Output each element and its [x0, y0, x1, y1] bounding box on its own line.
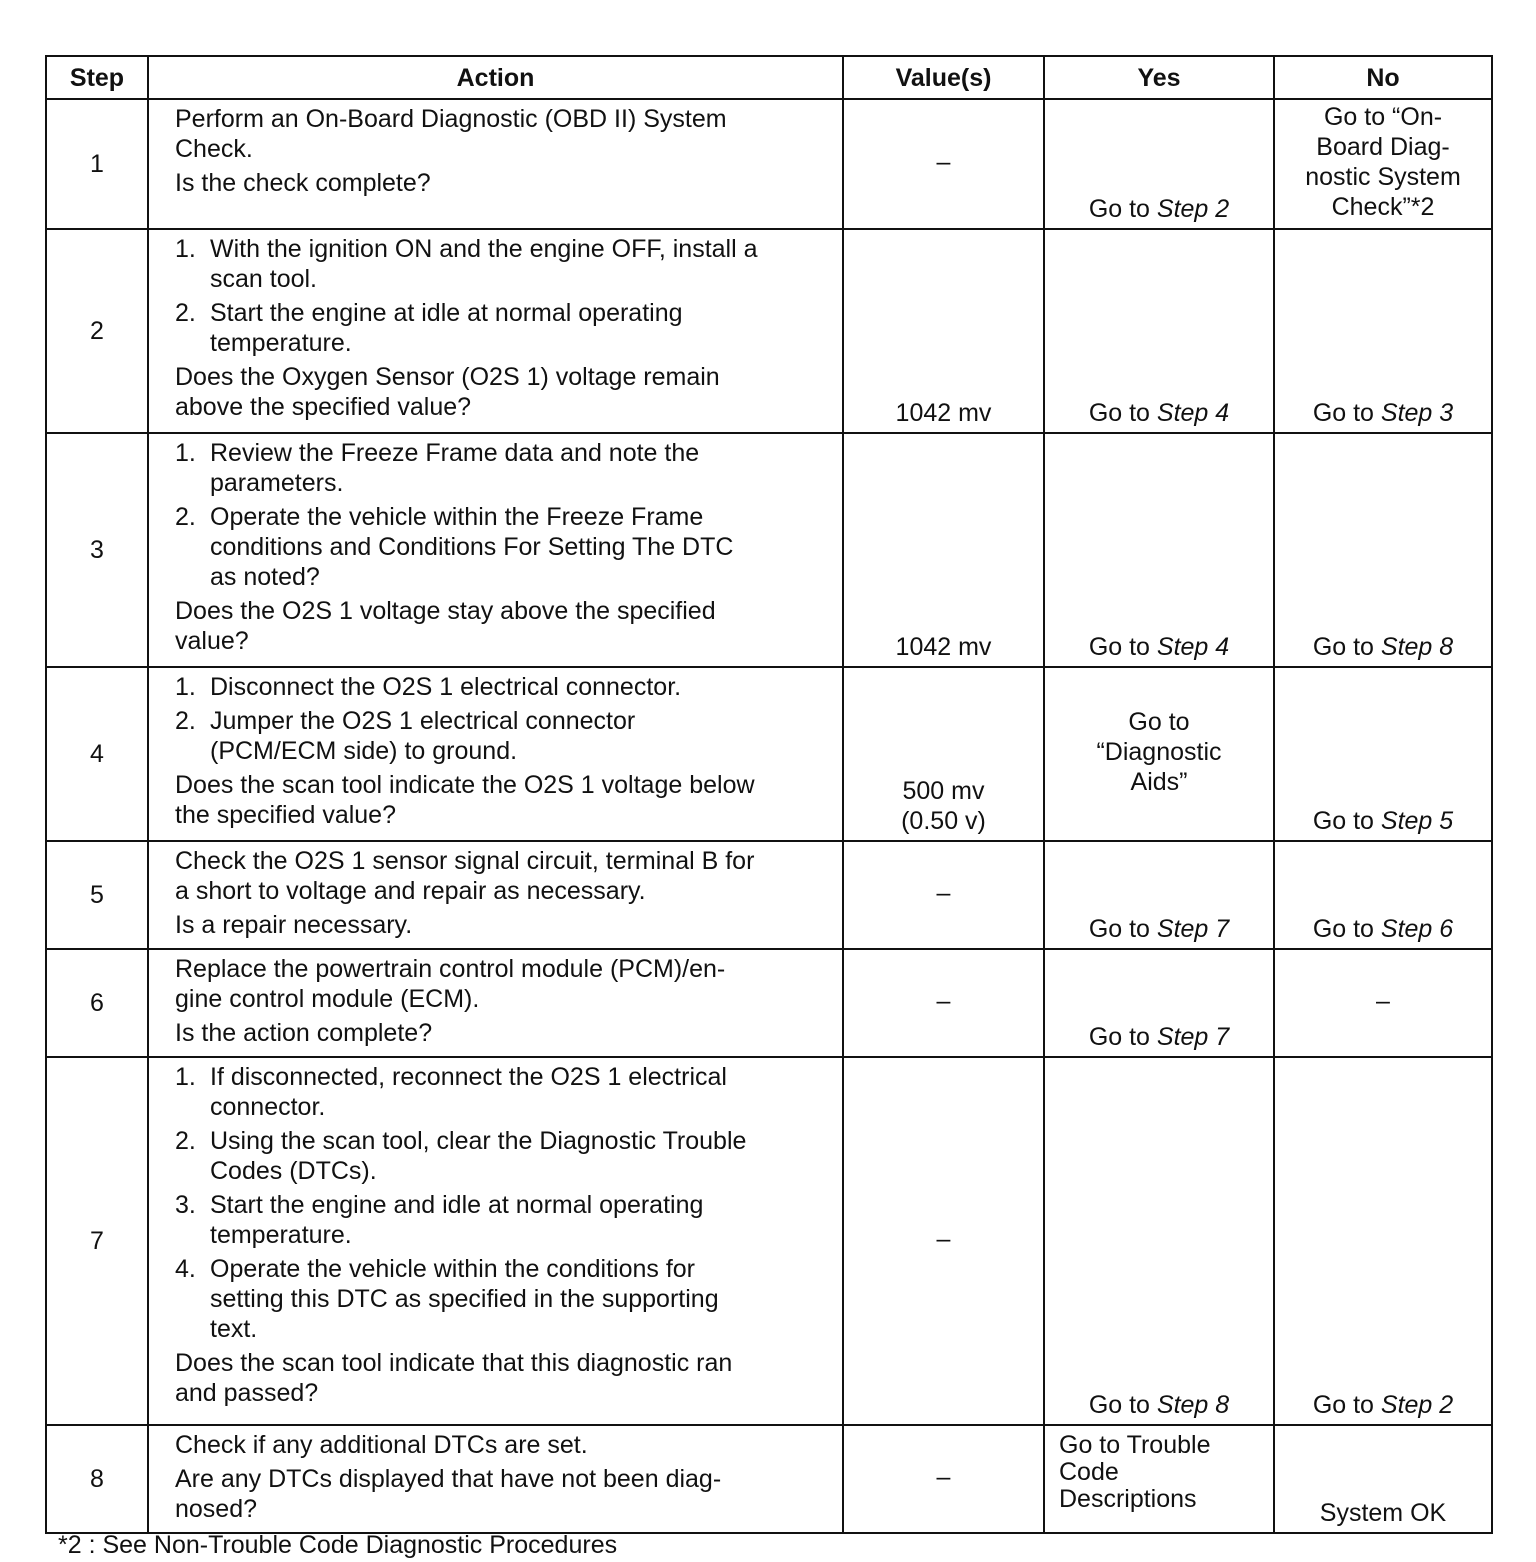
table-row	[46, 949, 1492, 1057]
action-cell	[148, 229, 843, 433]
value-line: –	[936, 148, 951, 176]
outcome-prefix: Go to	[1312, 807, 1381, 835]
action-paragraph	[175, 1348, 834, 1408]
action-line-wrap	[175, 502, 834, 532]
step-number: 2	[46, 229, 148, 433]
action-cell	[148, 1425, 843, 1533]
outcome-prefix: Go to	[1088, 399, 1157, 427]
action-line: Does the O2S 1 voltage stay above the specified	[175, 597, 716, 625]
action-line-wrap	[175, 1190, 834, 1220]
outcome-step-ref: Step 8	[1156, 1391, 1230, 1419]
action-line: conditions and Conditions For Setting The DTC	[210, 533, 734, 561]
value-line: 1042 mv	[895, 633, 992, 661]
yes-cell	[1044, 841, 1274, 949]
outcome-prefix: Go to	[1088, 1023, 1157, 1051]
outcome-prefix: Go to	[1088, 195, 1157, 223]
yes-cell	[1044, 433, 1274, 667]
action-line: Codes (DTCs).	[210, 1157, 377, 1185]
value-cell	[843, 99, 1044, 229]
action-line: gine control module (ECM).	[175, 985, 480, 1013]
table-row	[46, 841, 1492, 949]
action-paragraph	[175, 672, 834, 702]
step-number: 3	[46, 433, 148, 667]
action-line: Start the engine and idle at normal operating	[210, 1191, 704, 1219]
action-line: Review the Freeze Frame data and note the	[210, 439, 700, 467]
action-line: as noted?	[210, 563, 320, 591]
outcome-line: Code	[1059, 1458, 1119, 1486]
outcome-step-ref: Step 2	[1380, 1391, 1454, 1419]
action-paragraph	[175, 1464, 834, 1524]
no-cell	[1274, 1057, 1492, 1425]
action-paragraph	[175, 596, 834, 656]
action-paragraph	[175, 234, 834, 294]
action-line: Start the engine at idle at normal operating	[210, 299, 683, 327]
outcome-line: Check”*2	[1331, 193, 1435, 221]
yes-cell	[1044, 229, 1274, 433]
action-line: a short to voltage and repair as necessary.	[175, 877, 646, 905]
outcome-step-ref: Step 3	[1380, 399, 1454, 427]
table-row	[46, 99, 1492, 229]
step-item-number: 1.	[175, 235, 196, 263]
value-line: –	[936, 879, 951, 907]
header-yes: Yes	[1044, 56, 1274, 99]
step-number: 1	[46, 99, 148, 229]
outcome-step-ref: Step 7	[1156, 915, 1230, 943]
value-cell	[843, 1057, 1044, 1425]
action-paragraph	[175, 168, 834, 198]
value-line: –	[936, 1463, 951, 1491]
value-cell	[843, 229, 1044, 433]
outcome-line: Board Diag-	[1316, 133, 1450, 161]
action-paragraph	[175, 1126, 834, 1186]
step-item-number: 2.	[175, 299, 196, 327]
action-line: (PCM/ECM side) to ground.	[210, 737, 518, 765]
action-line: above the specified value?	[175, 393, 472, 421]
action-line: Perform an On-Board Diagnostic (OBD II) System	[175, 105, 727, 133]
outcome-line: Go to	[1128, 708, 1190, 736]
action-cell	[148, 99, 843, 229]
step-number: 7	[46, 1057, 148, 1425]
yes-cell	[1044, 1425, 1274, 1533]
action-line: setting this DTC as specified in the supporting	[210, 1285, 719, 1313]
value-line: –	[936, 987, 951, 1015]
step-item-number: 3.	[175, 1191, 196, 1219]
action-cell	[148, 433, 843, 667]
action-line: With the ignition ON and the engine OFF, install a	[210, 235, 758, 263]
outcome-line: Aids”	[1130, 768, 1188, 796]
action-line: Are any DTCs displayed that have not been diag-	[175, 1465, 722, 1493]
outcome-line: Go to Trouble	[1059, 1431, 1211, 1459]
outcome-prefix: Go to	[1312, 915, 1381, 943]
outcome-prefix: Go to	[1312, 633, 1381, 661]
action-line: Does the Oxygen Sensor (O2S 1) voltage remain	[175, 363, 720, 391]
step-number: 8	[46, 1425, 148, 1533]
outcome-step-ref: Step 8	[1380, 633, 1454, 661]
action-line-wrap	[175, 672, 834, 702]
no-cell	[1274, 229, 1492, 433]
outcome-line: Descriptions	[1059, 1485, 1197, 1513]
no-cell	[1274, 841, 1492, 949]
outcome-line: nostic System	[1305, 163, 1461, 191]
outcome-step-ref: Step 7	[1156, 1023, 1230, 1051]
outcome-line: “Diagnostic	[1096, 738, 1222, 766]
action-paragraph	[175, 770, 834, 830]
action-line: temperature.	[210, 329, 352, 357]
value-cell	[843, 667, 1044, 841]
action-line: Is the action complete?	[175, 1019, 433, 1047]
action-line: Does the scan tool indicate that this diagnostic ran	[175, 1349, 733, 1377]
action-cell	[148, 949, 843, 1057]
action-line: Is a repair necessary.	[175, 911, 413, 939]
step-item-number: 4.	[175, 1255, 196, 1283]
step-number: 5	[46, 841, 148, 949]
outcome-step-ref: Step 5	[1380, 807, 1454, 835]
step-item-number: 2.	[175, 1127, 196, 1155]
outcome-line: Go to “On-	[1323, 103, 1443, 131]
action-paragraph	[175, 1018, 834, 1048]
table-row	[46, 667, 1492, 841]
action-line: and passed?	[175, 1379, 319, 1407]
action-line: temperature.	[210, 1221, 352, 1249]
action-line-wrap	[175, 1062, 834, 1092]
action-line: connector.	[210, 1093, 326, 1121]
action-line: nosed?	[175, 1495, 258, 1523]
action-paragraph	[175, 104, 834, 164]
action-paragraph	[175, 438, 834, 498]
step-item-number: 1.	[175, 439, 196, 467]
action-line: value?	[175, 627, 249, 655]
value-cell	[843, 841, 1044, 949]
value-line: –	[936, 1225, 951, 1253]
action-line: Disconnect the O2S 1 electrical connector.	[210, 673, 682, 701]
outcome-line: System OK	[1319, 1499, 1447, 1527]
action-paragraph	[175, 954, 834, 1014]
action-line: Does the scan tool indicate the O2S 1 voltage below	[175, 771, 755, 799]
action-line: the specified value?	[175, 801, 396, 829]
step-item-number: 1.	[175, 1063, 196, 1091]
header-action: Action	[148, 56, 843, 99]
value-line: (0.50 v)	[901, 807, 986, 835]
outcome-step-ref: Step 6	[1380, 915, 1454, 943]
step-number: 4	[46, 667, 148, 841]
action-line-wrap	[175, 298, 834, 328]
action-paragraph	[175, 1254, 834, 1344]
action-line: parameters.	[210, 469, 344, 497]
action-line: If disconnected, reconnect the O2S 1 electrical	[210, 1063, 727, 1091]
header-step: Step	[46, 56, 148, 99]
outcome-step-ref: Step 4	[1156, 399, 1230, 427]
action-paragraph	[175, 1062, 834, 1122]
yes-cell	[1044, 667, 1274, 841]
action-line-wrap	[175, 1254, 834, 1284]
action-line: Replace the powertrain control module (PCM)/en-	[175, 955, 726, 983]
yes-cell	[1044, 1057, 1274, 1425]
step-item-number: 1.	[175, 673, 196, 701]
outcome-prefix: Go to	[1312, 399, 1381, 427]
header-no: No	[1274, 56, 1492, 99]
no-cell	[1274, 949, 1492, 1057]
step-number: 6	[46, 949, 148, 1057]
outcome-prefix: Go to	[1088, 633, 1157, 661]
action-paragraph	[175, 910, 834, 940]
outcome-line: –	[1376, 987, 1390, 1015]
no-cell	[1274, 99, 1492, 229]
outcome-prefix: Go to	[1088, 915, 1157, 943]
action-paragraph	[175, 502, 834, 592]
table-row	[46, 433, 1492, 667]
table-row	[46, 1057, 1492, 1425]
footnote: *2 : See Non-Trouble Code Diagnostic Procedures	[58, 1531, 618, 1559]
outcome-step-ref: Step 2	[1156, 195, 1230, 223]
step-item-number: 2.	[175, 707, 196, 735]
action-line: Is the check complete?	[175, 169, 431, 197]
value-cell	[843, 949, 1044, 1057]
action-line-wrap	[175, 438, 834, 468]
value-cell	[843, 1425, 1044, 1533]
value-line: 500 mv	[902, 777, 985, 805]
header-row	[46, 56, 1492, 99]
header-values: Value(s)	[843, 56, 1044, 99]
action-paragraph	[175, 706, 834, 766]
step-item-number: 2.	[175, 503, 196, 531]
value-cell	[843, 433, 1044, 667]
action-line-wrap	[175, 706, 834, 736]
action-line-wrap	[175, 1126, 834, 1156]
outcome-prefix: Go to	[1088, 1391, 1157, 1419]
action-line: Check.	[175, 135, 253, 163]
action-cell	[148, 1057, 843, 1425]
action-line: text.	[210, 1315, 258, 1343]
action-line-wrap	[175, 234, 834, 264]
action-cell	[148, 667, 843, 841]
action-paragraph	[175, 1190, 834, 1250]
outcome-step-ref: Step 4	[1156, 633, 1230, 661]
action-line: Check if any additional DTCs are set.	[175, 1431, 588, 1459]
value-line: 1042 mv	[895, 399, 992, 427]
action-paragraph	[175, 362, 834, 422]
yes-cell	[1044, 949, 1274, 1057]
no-cell	[1274, 667, 1492, 841]
no-cell	[1274, 1425, 1492, 1533]
action-paragraph	[175, 298, 834, 358]
no-cell	[1274, 433, 1492, 667]
action-line: Check the O2S 1 sensor signal circuit, terminal B for	[175, 847, 755, 875]
action-line: Jumper the O2S 1 electrical connector	[210, 707, 636, 735]
action-cell	[148, 841, 843, 949]
action-line: scan tool.	[210, 265, 318, 293]
action-paragraph	[175, 846, 834, 906]
action-line: Operate the vehicle within the conditions for	[210, 1255, 695, 1283]
outcome-prefix: Go to	[1312, 1391, 1381, 1419]
diagnostic-table	[45, 55, 1493, 1534]
action-line: Using the scan tool, clear the Diagnostic Trouble	[210, 1127, 747, 1155]
table-row	[46, 1425, 1492, 1533]
action-line: Operate the vehicle within the Freeze Frame	[210, 503, 704, 531]
yes-cell	[1044, 99, 1274, 229]
action-paragraph	[175, 1430, 834, 1460]
table-row	[46, 229, 1492, 433]
